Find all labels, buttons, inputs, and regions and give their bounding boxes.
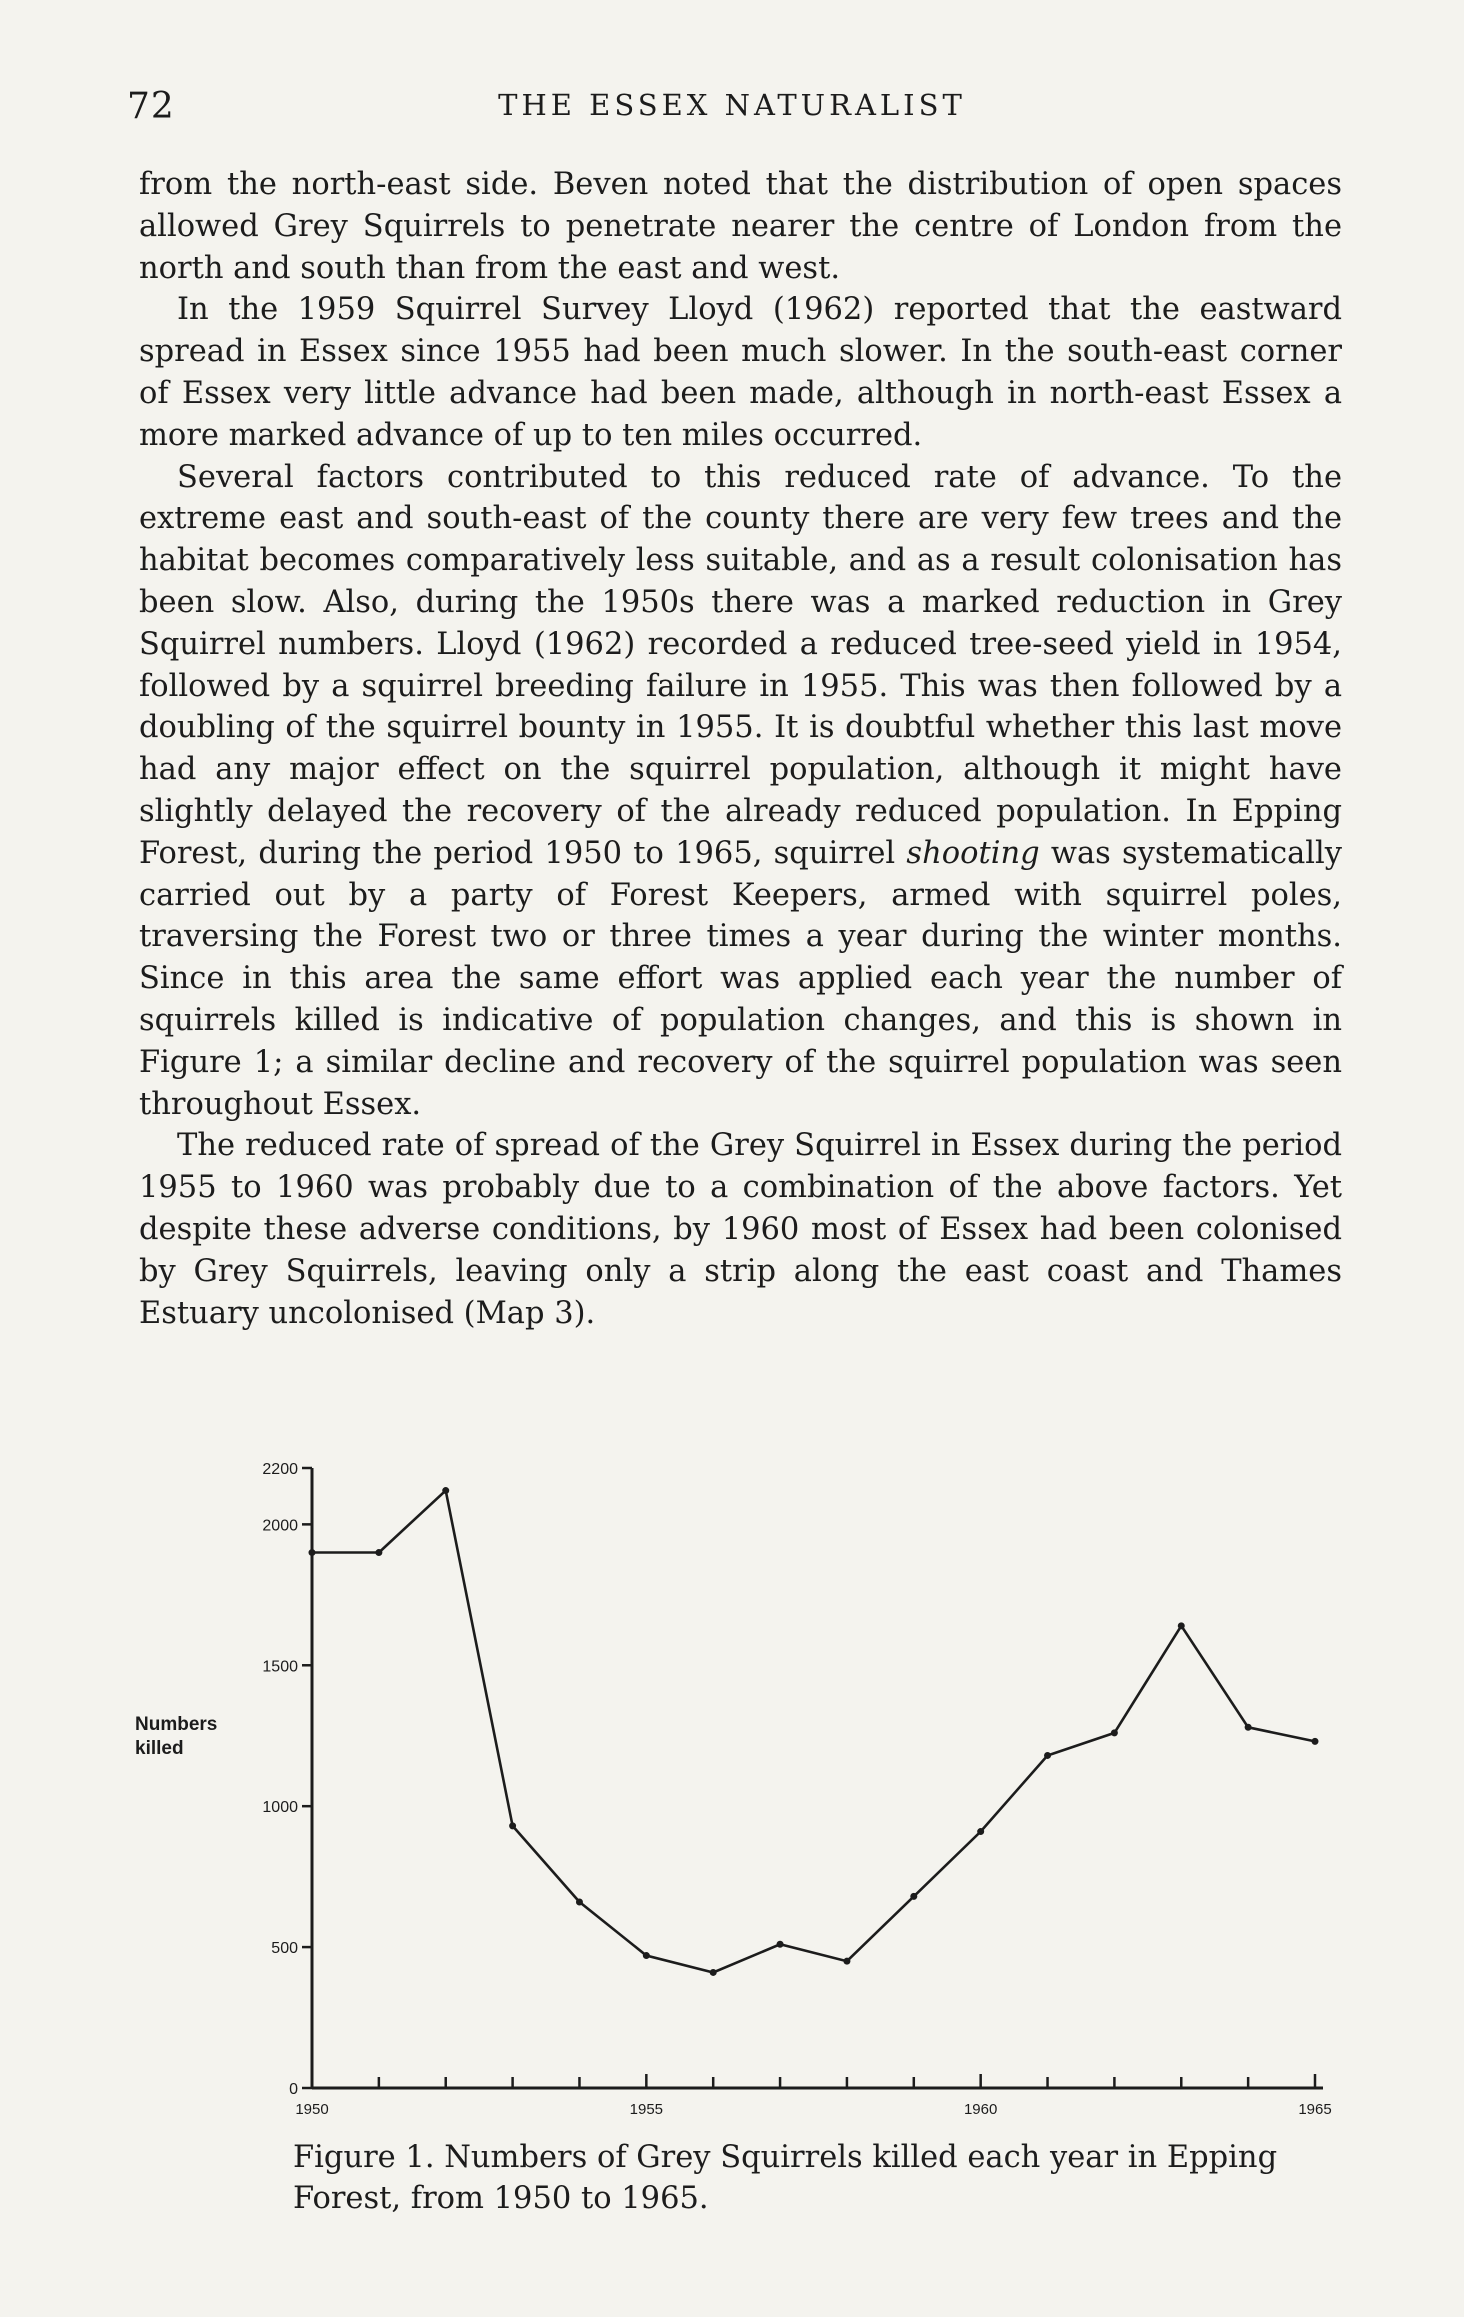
y-axis-title-line: Numbers [135,1714,218,1735]
chart-marks [309,1487,1319,1976]
squirrel-kill-chart [120,1370,1360,2150]
page-number: 72 [127,86,175,127]
data-point [843,1958,850,1965]
data-point [710,1969,717,1976]
y-axis-title-line: killed [135,1738,184,1759]
y-tick-label: 2000 [262,1517,298,1535]
data-point [375,1549,382,1556]
data-point [1178,1622,1185,1629]
data-point [977,1828,984,1835]
data-point [1245,1724,1252,1731]
paragraph: The reduced rate of spread of the Grey Squirrel in Essex during the period 1955 to 1960 was probably due to a combination of the above factors. Yet despite these adverse conditions, by 1960 most of Essex had been colonised by Grey Squirrels, leaving only a strip along the east coast and Thames Estuary uncolonised (Map 3). [139,1128,1342,1331]
paragraph: In the 1959 Squirrel Survey Lloyd (1962) reported that the eastward spread in Essex since 1955 had been much slower. In the south-east corner of Essex very little advance had been made, although in north-east Essex a more marked advance of up to ten miles occurred. [139,292,1342,453]
emphasis: shooting [906,835,1040,871]
data-point [309,1549,316,1556]
y-tick-label: 1000 [262,1799,298,1817]
y-tick-label: 500 [271,1940,298,1958]
series-line [312,1491,1315,1973]
y-tick-label: 0 [289,2081,298,2098]
data-point [576,1899,583,1906]
data-point [1111,1729,1118,1736]
x-tick-label: 1955 [629,2101,664,2118]
data-point [910,1893,917,1900]
x-tick-label: 1950 [295,2101,329,2118]
chart-labels [135,1461,1332,2118]
x-tick-label: 1965 [1298,2101,1332,2118]
data-point [1312,1738,1319,1745]
body-text [139,164,1342,1334]
figure-caption: Figure 1. Numbers of Grey Squirrels killed each year in Epping Forest, from 1950 to 1965. [293,2140,1278,2216]
chart-axes [302,1468,1323,2088]
data-point [1044,1752,1051,1759]
x-tick-label: 1960 [963,2101,998,2118]
paragraph [139,457,1342,1126]
y-axis-title [135,1714,217,1759]
data-point [509,1822,516,1829]
y-tick-label: 2200 [262,1461,298,1478]
data-point [643,1952,650,1959]
running-head: THE ESSEX NATURALIST [498,88,966,122]
data-point [442,1487,449,1494]
data-point [777,1941,784,1948]
paragraph-text: was systematically carried out by a party of Forest Keepers, armed with squirrel poles, traversing the Forest two or three times a year during the winter months. Since in this area the same effort was applied each year the number of squirrels killed is indicative of population changes, and this is shown in Figure 1; a similar decline and recovery of the squirrel population was seen throughout Essex. [139,835,1342,1122]
y-tick-label: 1500 [262,1658,298,1676]
paragraph: from the north-east side. Beven noted that the distribution of open spaces allowed Grey Squirrels to penetrate nearer the centre of London from the north and south than from the east and west. [139,167,1342,286]
paragraph-text: Several factors contributed to this reduced rate of advance. To the extreme east and south-east of the county there are very few trees and the habitat becomes comparatively less suitable, and as a result colonisation has been slow. Also, during the 1950s there was a marked reduction in Grey Squirrel numbers. Lloyd (1962) recorded a reduced tree-seed yield in 1954, followed by a squirrel breeding failure in 1955. This was then followed by a doubling of the squirrel bounty in 1955. It is doubtful whether this last move had any major effect on the squirrel population, although it might have slightly delayed the recovery of the already reduced population. In Epping Forest, during the period 1950 to 1965, squirrel [139,459,1342,871]
